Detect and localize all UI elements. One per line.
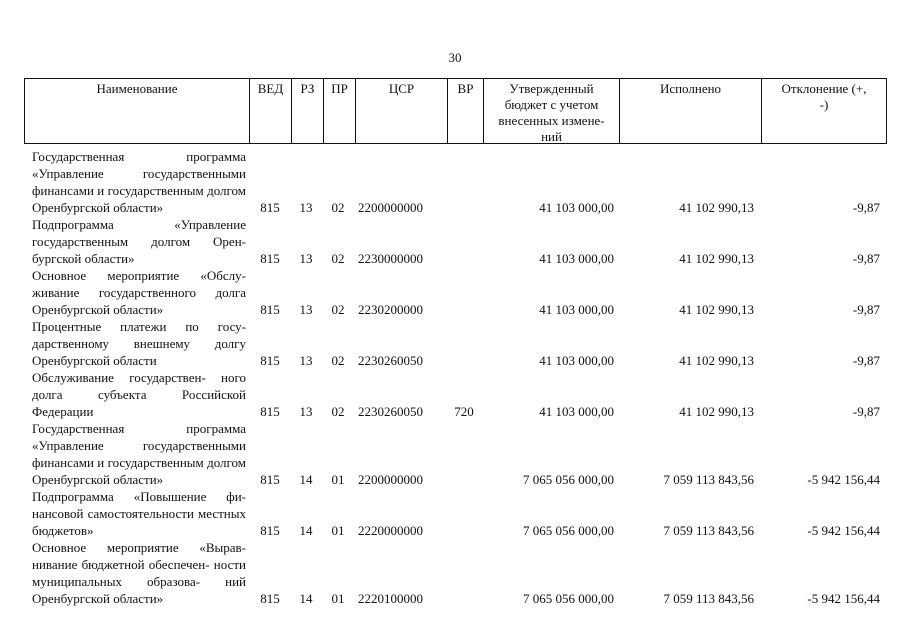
cell-ved: 815 [260,404,280,419]
cell-rz: 13 [299,200,313,215]
row-name: Обслуживание государствен- ного долга субъекта Российской Федерации [32,370,246,419]
cell-csr: 2220100000 [358,591,423,606]
cell-pr: 01 [331,523,345,538]
cell-deviation: -9,87 [852,404,880,419]
cell-csr: 2230260050 [358,353,423,368]
header-rz: РЗ [291,79,323,143]
cell-rz: 13 [299,404,313,419]
cell-executed: 41 102 990,13 [679,302,754,317]
cell-rz: 13 [299,353,313,368]
table-header [24,78,887,144]
cell-pr: 02 [331,251,345,266]
row-name: Государственная программа «Управление государственными финансами и государственным долгом Оренбургской области» [32,421,246,487]
cell-pr: 02 [331,353,345,368]
cell-ved: 815 [260,251,280,266]
cell-rz: 14 [299,523,313,538]
cell-csr: 2200000000 [358,472,423,487]
cell-executed: 41 102 990,13 [679,404,754,419]
cell-deviation: -9,87 [852,302,880,317]
cell-approved: 41 103 000,00 [539,404,614,419]
cell-csr: 2200000000 [358,200,423,215]
cell-executed: 41 102 990,13 [679,353,754,368]
page-number: 30 [448,50,462,65]
row-name: Подпрограмма «Повышение фи- нансовой самостоятельности местных бюджетов» [32,489,246,538]
row-name: Процентные платежи по госу- дарственному внешнему долгу Оренбургской области [32,319,246,368]
header-name: Наименование [96,81,178,96]
cell-rz: 14 [299,591,313,606]
cell-executed: 41 102 990,13 [679,251,754,266]
header-pr: ПР [323,79,355,143]
header-executed: Исполнено [619,79,761,143]
cell-pr: 01 [331,591,345,606]
row-name: Основное мероприятие «Вырав- нивание бюджетной обеспечен- ности муниципальных образова- ний Оренбургской области» [32,540,246,606]
header-csr: ЦСР [355,79,447,143]
header-approved: Утвержденный бюджет с учетом внесенных измене- ний [483,79,619,143]
cell-rz: 13 [299,251,313,266]
cell-pr: 02 [331,200,345,215]
cell-executed: 41 102 990,13 [679,200,754,215]
cell-ved: 815 [260,353,280,368]
cell-ved: 815 [260,523,280,538]
cell-deviation: -5 942 156,44 [807,591,880,606]
cell-ved: 815 [260,200,280,215]
cell-ved: 815 [260,472,280,487]
cell-executed: 7 059 113 843,56 [663,523,754,538]
row-name: Основное мероприятие «Обслу- живание государственного долга Оренбургской области» [32,268,246,317]
cell-csr: 2230200000 [358,302,423,317]
cell-vr: 720 [454,404,474,419]
row-name: Подпрограмма «Управление государственным долгом Орен- бургской области» [32,217,246,266]
cell-approved: 7 065 056 000,00 [523,472,614,487]
cell-pr: 02 [331,302,345,317]
cell-approved: 41 103 000,00 [539,200,614,215]
cell-approved: 7 065 056 000,00 [523,591,614,606]
cell-deviation: -5 942 156,44 [807,523,880,538]
cell-approved: 7 065 056 000,00 [523,523,614,538]
cell-csr: 2230260050 [358,404,423,419]
row-name: Государственная программа «Управление государственными финансами и государственным долгом Оренбургской области» [32,149,246,215]
cell-pr: 01 [331,472,345,487]
cell-deviation: -9,87 [852,200,880,215]
cell-csr: 2230000000 [358,251,423,266]
cell-approved: 41 103 000,00 [539,353,614,368]
cell-pr: 02 [331,404,345,419]
cell-rz: 13 [299,302,313,317]
cell-approved: 41 103 000,00 [539,302,614,317]
cell-csr: 2220000000 [358,523,423,538]
header-deviation: Отклонение (+, -) [761,79,886,143]
cell-deviation: -9,87 [852,251,880,266]
cell-approved: 41 103 000,00 [539,251,614,266]
header-vr: ВР [447,79,483,143]
cell-deviation: -5 942 156,44 [807,472,880,487]
cell-executed: 7 059 113 843,56 [663,591,754,606]
cell-deviation: -9,87 [852,353,880,368]
header-ved: ВЕД [249,79,291,143]
cell-rz: 14 [299,472,313,487]
cell-ved: 815 [260,591,280,606]
cell-ved: 815 [260,302,280,317]
cell-executed: 7 059 113 843,56 [663,472,754,487]
